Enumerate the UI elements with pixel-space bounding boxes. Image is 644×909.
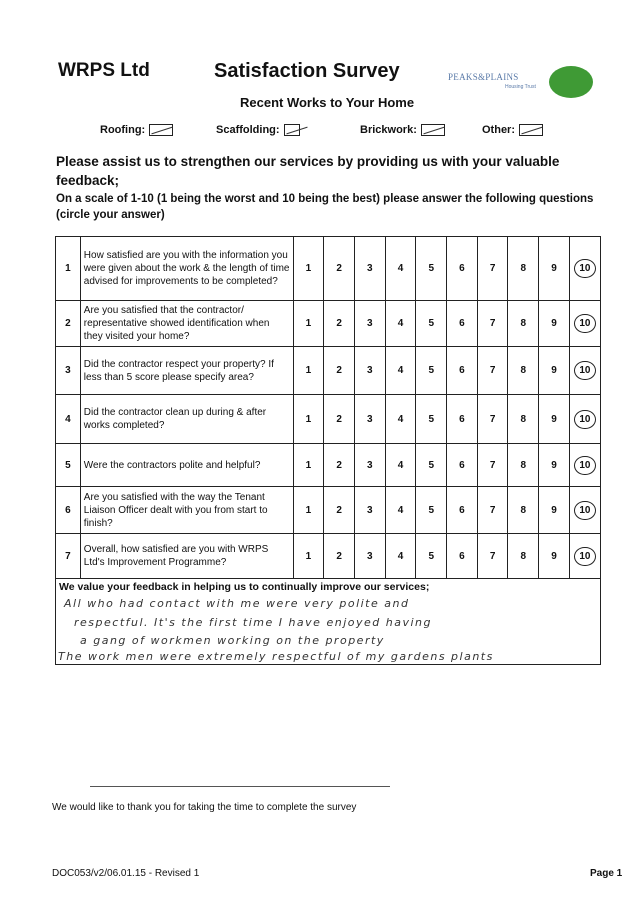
score-option[interactable] — [447, 534, 478, 579]
leaf-icon — [549, 66, 593, 98]
score-label: 8 — [520, 504, 527, 516]
score-option[interactable] — [508, 237, 539, 301]
score-option[interactable] — [293, 444, 324, 487]
table-row — [56, 444, 601, 487]
category-scaffolding[interactable] — [216, 124, 300, 136]
score-option[interactable] — [385, 487, 416, 534]
category-brickwork[interactable] — [360, 124, 445, 136]
intro-heading: Please assist us to strengthen our services by providing us with your valuable feedback; — [56, 154, 560, 188]
score-label: 6 — [459, 459, 465, 471]
question-number: 3 — [56, 347, 81, 395]
score-option[interactable] — [324, 301, 355, 347]
page-number: Page 1 — [590, 868, 623, 879]
score-label: 3 — [367, 413, 373, 425]
score-option[interactable] — [324, 237, 355, 301]
table-row — [56, 347, 601, 395]
score-label: 4 — [397, 504, 404, 516]
score-option[interactable] — [354, 347, 385, 395]
table-row — [56, 487, 601, 534]
score-label: 4 — [397, 459, 404, 471]
score-option[interactable] — [324, 395, 355, 444]
divider — [90, 786, 390, 787]
score-option[interactable] — [539, 534, 570, 579]
score-option[interactable] — [416, 534, 447, 579]
score-option[interactable] — [477, 301, 508, 347]
score-option[interactable] — [477, 237, 508, 301]
category-label: Other: — [482, 124, 515, 136]
score-option[interactable] — [447, 301, 478, 347]
score-option[interactable] — [385, 301, 416, 347]
score-label: 9 — [551, 504, 557, 516]
score-label: 8 — [520, 318, 527, 329]
company-name: WRPS Ltd — [58, 60, 150, 81]
score-label: 3 — [367, 504, 373, 516]
score-option[interactable] — [293, 301, 324, 347]
score-label: 4 — [397, 413, 404, 425]
score-label: 1 — [305, 365, 312, 376]
score-option[interactable] — [508, 487, 539, 534]
score-selected: 10 — [574, 456, 595, 475]
score-option[interactable] — [354, 487, 385, 534]
question-number: 7 — [56, 534, 81, 579]
score-option[interactable] — [447, 395, 478, 444]
feedback-line: All who had contact with me were very polite and — [64, 597, 410, 610]
score-label: 2 — [336, 459, 342, 471]
score-label: 9 — [551, 365, 557, 376]
score-option[interactable] — [416, 487, 447, 534]
score-selected: 10 — [574, 410, 595, 429]
score-option[interactable] — [354, 237, 385, 301]
score-option[interactable] — [477, 534, 508, 579]
question-number: 2 — [56, 301, 81, 347]
table-row — [56, 534, 601, 579]
score-option[interactable] — [569, 444, 600, 487]
score-label: 8 — [520, 550, 527, 562]
score-label: 1 — [305, 413, 312, 425]
question-number: 4 — [56, 395, 81, 444]
question-text: Did the contractor respect your property? If less than 5 score please specify area? — [80, 347, 293, 395]
checkbox[interactable] — [284, 124, 300, 136]
score-option[interactable] — [539, 395, 570, 444]
document-reference: DOC053/v2/06.01.15 - Revised 1 — [52, 868, 200, 879]
score-selected: 10 — [574, 501, 595, 520]
score-option[interactable] — [569, 487, 600, 534]
score-option[interactable] — [354, 444, 385, 487]
score-option[interactable] — [416, 347, 447, 395]
score-option[interactable] — [508, 444, 539, 487]
score-option[interactable] — [385, 237, 416, 301]
score-option[interactable] — [508, 301, 539, 347]
score-label: 9 — [551, 413, 557, 425]
score-label: 9 — [551, 318, 557, 329]
score-option[interactable] — [569, 534, 600, 579]
checkbox[interactable] — [149, 124, 173, 136]
score-option[interactable] — [416, 444, 447, 487]
score-selected: 10 — [574, 259, 595, 278]
score-label: 8 — [520, 365, 527, 376]
score-label: 1 — [305, 504, 312, 516]
score-option[interactable] — [569, 395, 600, 444]
score-label: 4 — [397, 263, 404, 274]
score-label: 5 — [428, 550, 434, 562]
score-option[interactable] — [385, 534, 416, 579]
score-label: 3 — [367, 365, 373, 376]
question-text: Are you satisfied with the way the Tenant Liaison Officer dealt with you from start to finish? — [80, 487, 293, 534]
table-row — [56, 301, 601, 347]
score-label: 9 — [551, 550, 557, 562]
score-label: 5 — [428, 504, 434, 516]
score-selected: 10 — [574, 314, 595, 333]
score-option[interactable] — [293, 534, 324, 579]
table-row — [56, 237, 601, 301]
question-number: 5 — [56, 444, 81, 487]
question-text: Did the contractor clean up during & after works completed? — [80, 395, 293, 444]
score-option[interactable] — [324, 534, 355, 579]
feedback-box[interactable] — [55, 578, 601, 665]
score-label: 2 — [336, 365, 342, 376]
score-option[interactable] — [416, 237, 447, 301]
score-label: 1 — [305, 263, 312, 274]
score-option[interactable] — [354, 301, 385, 347]
score-label: 7 — [489, 459, 496, 471]
category-label: Brickwork: — [360, 124, 417, 136]
score-label: 5 — [428, 318, 434, 329]
score-option[interactable] — [569, 301, 600, 347]
score-label: 3 — [367, 318, 373, 329]
score-label: 7 — [489, 365, 496, 376]
score-option[interactable] — [539, 487, 570, 534]
score-label: 2 — [336, 504, 342, 516]
score-option[interactable] — [385, 395, 416, 444]
score-label: 2 — [336, 550, 342, 562]
question-text: Overall, how satisfied are you with WRPS Ltd's Improvement Programme? — [80, 534, 293, 579]
score-label: 1 — [305, 459, 312, 471]
score-option[interactable] — [539, 347, 570, 395]
question-number: 1 — [56, 237, 81, 301]
score-label: 5 — [428, 459, 434, 471]
question-number: 6 — [56, 487, 81, 534]
score-option[interactable] — [539, 444, 570, 487]
score-label: 7 — [489, 263, 496, 274]
score-label: 7 — [489, 550, 496, 562]
score-label: 7 — [489, 504, 496, 516]
score-label: 7 — [489, 318, 496, 329]
score-option[interactable] — [447, 444, 478, 487]
score-label: 4 — [397, 550, 404, 562]
score-label: 4 — [397, 318, 404, 329]
score-option[interactable] — [324, 347, 355, 395]
logo-subtext: Housing Trust — [505, 84, 536, 90]
score-option[interactable] — [293, 347, 324, 395]
score-label: 2 — [336, 413, 342, 425]
score-option[interactable] — [416, 301, 447, 347]
score-option[interactable] — [447, 347, 478, 395]
intro-instructions: On a scale of 1-10 (1 being the worst and 10 being the best) please answer the following questions (circle your answer) — [56, 193, 594, 221]
score-label: 1 — [305, 318, 312, 329]
score-option[interactable] — [416, 395, 447, 444]
score-label: 8 — [520, 413, 527, 425]
score-label: 1 — [305, 550, 312, 562]
score-option[interactable] — [477, 487, 508, 534]
checkbox[interactable] — [519, 124, 543, 136]
score-label: 5 — [428, 263, 434, 274]
score-option[interactable] — [385, 444, 416, 487]
subtitle: Recent Works to Your Home — [240, 95, 415, 110]
score-option[interactable] — [293, 395, 324, 444]
question-text: How satisfied are you with the information you were given about the work & the length of time advised for improvements to be completed? — [80, 237, 293, 301]
score-option[interactable] — [354, 534, 385, 579]
score-label: 6 — [459, 318, 465, 329]
score-label: 6 — [459, 550, 465, 562]
question-text: Were the contractors polite and helpful? — [80, 444, 293, 487]
score-option[interactable] — [539, 301, 570, 347]
score-selected: 10 — [574, 547, 595, 566]
page-title: Satisfaction Survey — [214, 60, 400, 82]
score-option[interactable] — [324, 487, 355, 534]
score-label: 3 — [367, 459, 373, 471]
score-label: 2 — [336, 318, 342, 329]
thanks-text: We would like to thank you for taking the time to complete the survey — [52, 802, 357, 813]
score-label: 5 — [428, 365, 434, 376]
feedback-line: a gang of workmen working on the property — [80, 634, 385, 647]
score-label: 3 — [367, 550, 373, 562]
score-label: 6 — [459, 504, 465, 516]
score-option[interactable] — [477, 347, 508, 395]
survey-table — [55, 236, 601, 579]
score-label: 7 — [489, 413, 496, 425]
question-text: Are you satisfied that the contractor/ representative showed identification when they visited your home? — [80, 301, 293, 347]
category-label: Scaffolding: — [216, 124, 280, 136]
score-option[interactable] — [293, 237, 324, 301]
score-label: 4 — [397, 365, 404, 376]
score-label: 6 — [459, 365, 465, 376]
score-label: 6 — [459, 413, 465, 425]
score-option[interactable] — [508, 534, 539, 579]
score-label: 5 — [428, 413, 434, 425]
score-option[interactable] — [569, 237, 600, 301]
category-roofing[interactable] — [100, 124, 173, 136]
logo-text: PEAKS&PLAINS — [448, 72, 519, 82]
score-option[interactable] — [293, 487, 324, 534]
logo — [445, 66, 595, 100]
score-label: 9 — [551, 459, 557, 471]
checkbox[interactable] — [421, 124, 445, 136]
score-label: 8 — [520, 263, 527, 274]
score-label: 9 — [551, 263, 557, 274]
category-other[interactable] — [482, 124, 543, 136]
category-label: Roofing: — [100, 124, 146, 136]
score-selected: 10 — [574, 361, 595, 380]
score-option[interactable] — [324, 444, 355, 487]
score-option[interactable] — [477, 395, 508, 444]
score-label: 3 — [367, 263, 373, 274]
score-option[interactable] — [385, 347, 416, 395]
score-label: 2 — [336, 263, 342, 274]
score-option[interactable] — [447, 487, 478, 534]
feedback-label: We value your feedback in helping us to continually improve our services; — [59, 581, 430, 593]
score-option[interactable] — [447, 237, 478, 301]
table-row — [56, 395, 601, 444]
score-option[interactable] — [354, 395, 385, 444]
score-option[interactable] — [539, 237, 570, 301]
score-option[interactable] — [508, 395, 539, 444]
score-option[interactable] — [569, 347, 600, 395]
score-option[interactable] — [508, 347, 539, 395]
score-label: 8 — [520, 459, 527, 471]
score-label: 6 — [459, 263, 465, 274]
feedback-line: respectful. It's the first time I have enjoyed having — [74, 616, 432, 629]
feedback-line: The work men were extremely respectful of my gardens plants — [58, 650, 494, 663]
score-option[interactable] — [477, 444, 508, 487]
